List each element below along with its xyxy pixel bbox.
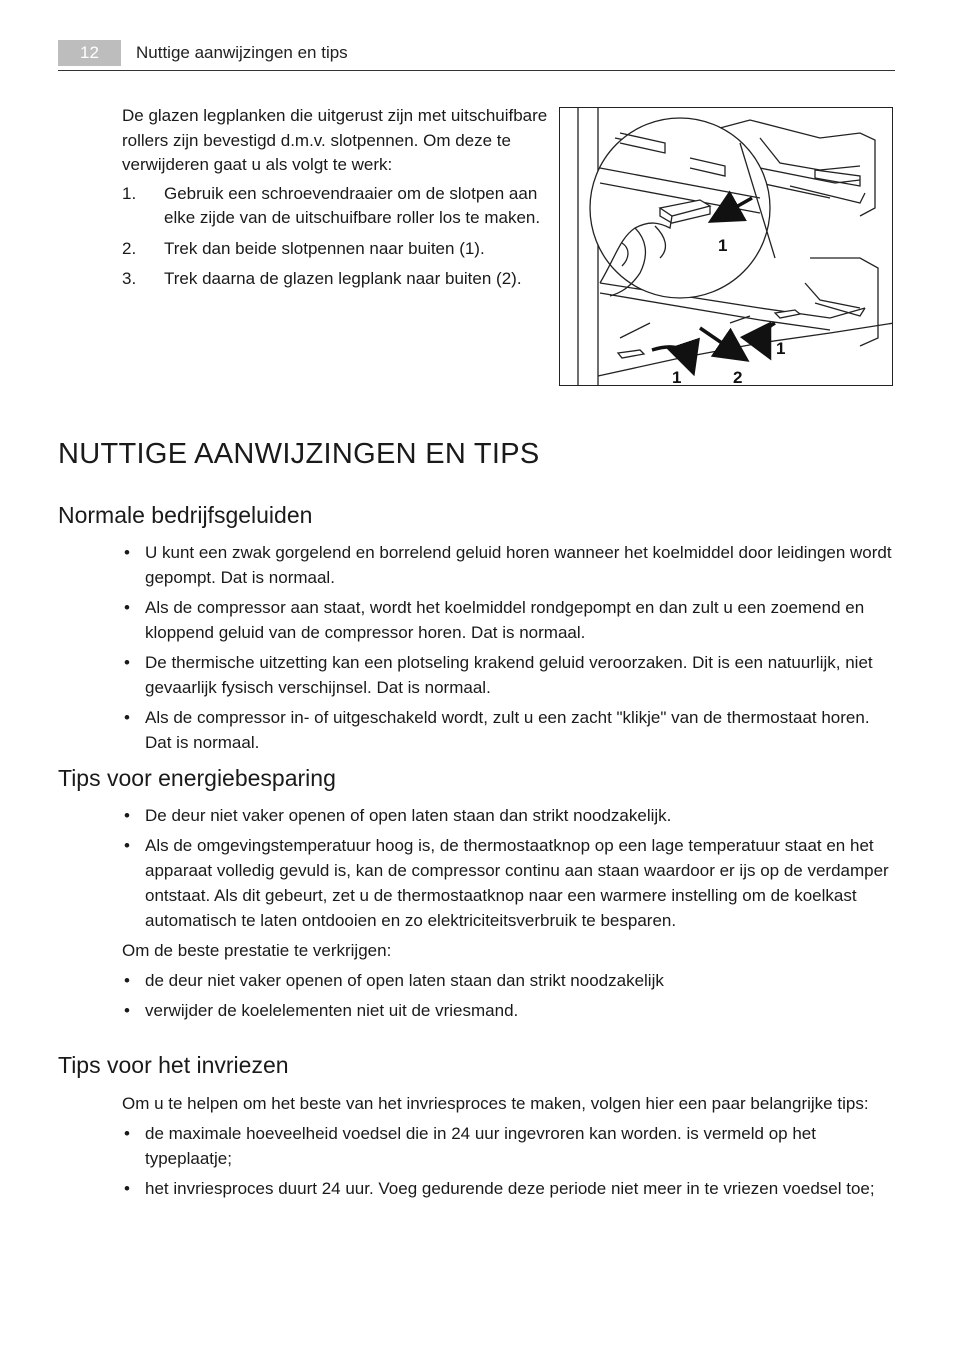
section-energy — [122, 803, 894, 1028]
steps-list — [122, 182, 552, 292]
list-item: • De deur niet vaker openen of open laten staan dan strikt noodzakelijk. — [124, 806, 672, 825]
section-title-freezing: Tips voor het invriezen — [58, 1052, 289, 1078]
noise-list — [122, 540, 894, 755]
section-noise — [122, 540, 894, 760]
list-item: • de maximale hoeveelheid voedsel die in 24 uur ingevroren kan worden. is vermeld op het typeplaatje; — [124, 1124, 816, 1168]
list-item: • Als de compressor aan staat, wordt het koelmiddel rondgepompt en dan zult u een zoemend en kloppend geluid van de compressor horen. Dat is normaal. — [124, 598, 865, 642]
step-number: 2. — [122, 238, 137, 258]
step-item — [122, 182, 552, 231]
list-item: • de deur niet vaker openen of open laten staan dan strikt noodzakelijk — [124, 971, 664, 990]
step-text: Trek daarna de glazen legplank naar buiten (2). — [164, 269, 522, 288]
shelf-removal-illustration — [559, 107, 893, 386]
step-text: Gebruik een schroevendraaier om de slotpen aan elke zijde van de uitschuifbare roller los te maken. — [164, 183, 541, 227]
header-title: Nuttige aanwijzingen en tips — [136, 43, 348, 62]
energy-list — [122, 803, 894, 933]
freezing-list — [122, 1121, 894, 1201]
energy-subtext: Om de beste prestatie te verkrijgen: — [122, 941, 392, 960]
step-item — [122, 237, 552, 262]
shelf-illustration-drawing — [560, 108, 893, 386]
energy-list-2 — [122, 968, 894, 1023]
main-title: NUTTIGE AANWIJZINGEN EN TIPS — [58, 438, 540, 470]
list-item: • De thermische uitzetting kan een plotseling krakend geluid veroorzaken. Dit is een natuurlijk, niet gevaarlijk fysisch verschijnsel. Dat is normaal. — [124, 653, 873, 697]
figure-label-2: 2 — [733, 368, 743, 386]
freezing-intro: Om u te helpen om het beste van het invriesproces te maken, volgen hier een paar belangrijke tips: — [122, 1094, 869, 1113]
section-title-noise: Normale bedrijfsgeluiden — [58, 502, 313, 528]
page-number: 12 — [58, 40, 121, 66]
list-item: • U kunt een zwak gorgelend en borrelend geluid horen wanneer het koelmiddel door leidingen wordt gepompt. Dat is normaal. — [124, 543, 892, 587]
section-title-energy: Tips voor energiebesparing — [58, 765, 336, 791]
list-item: • verwijder de koelelementen niet uit de vriesmand. — [124, 1001, 519, 1020]
figure-label-1-right: 1 — [776, 339, 786, 358]
step-number: 3. — [122, 269, 137, 288]
running-header — [58, 40, 895, 71]
step-item — [122, 267, 552, 292]
intro-block — [122, 104, 552, 298]
list-item: • Als de omgevingstemperatuur hoog is, de thermostaatknop op een lage temperatuur staat en het apparaat volledig gevuld is, kan de compressor continu aan staan waardoor er ijs op de verdamper ontstaat. Als dit gebeurt, zet u de thermostaatknop naar een warmere instelling om de koelkast automatisch te laten ontdooien en zo elektriciteitsverbruik te besparen. — [124, 836, 889, 930]
section-freezing — [122, 1091, 894, 1206]
list-item: • het invriesproces duurt 24 uur. Voeg gedurende deze periode niet meer in te vriezen voedsel toe; — [124, 1179, 875, 1198]
figure-label-1-top: 1 — [718, 236, 728, 255]
step-number: 1. — [122, 183, 137, 203]
figure-label-1-bottom: 1 — [672, 368, 682, 386]
list-item: • Als de compressor in- of uitgeschakeld wordt, zult u een zacht "klikje" van de thermostaat horen. Dat is normaal. — [124, 708, 870, 752]
step-text: Trek dan beide slotpennen naar buiten (1). — [164, 238, 485, 258]
intro-paragraph: De glazen legplanken die uitgerust zijn met uitschuifbare rollers zijn bevestigd d.m.v. slotpennen. Om deze te verwijderen gaat u als volgt te werk: — [122, 106, 548, 174]
